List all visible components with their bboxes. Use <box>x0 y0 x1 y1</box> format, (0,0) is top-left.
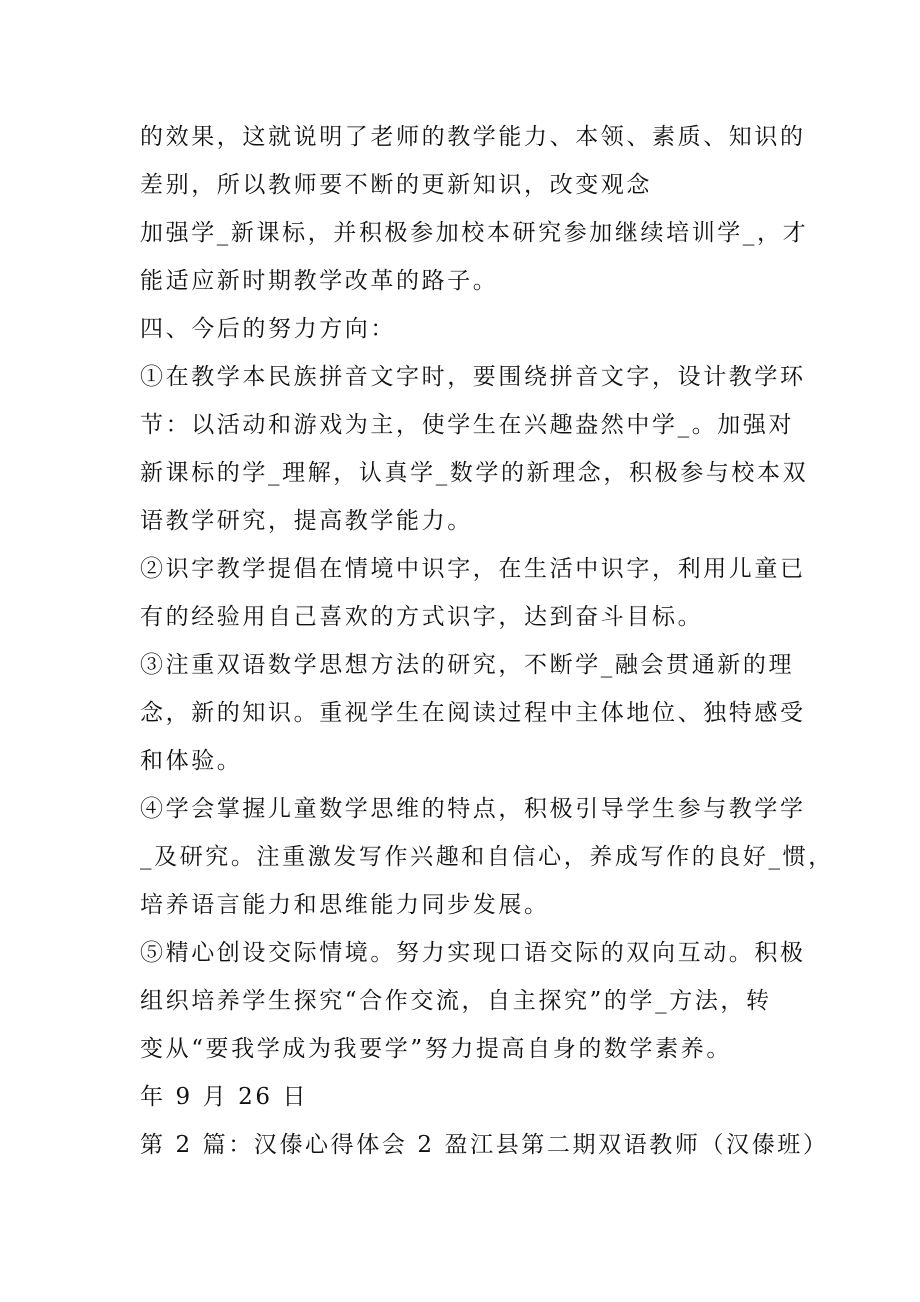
text-line: 培养语言能力和思维能力同步发展。 <box>140 892 550 918</box>
text-line: _及研究。注重激发写作兴趣和自信心，养成写作的良好_惯， <box>140 844 834 870</box>
text-line: 的效果，这就说明了老师的教学能力、本领、素质、知识的 <box>140 124 806 150</box>
text-line: 和体验。 <box>140 748 243 774</box>
text-line: ③注重双语数学思想方法的研究，不断学_融会贯通新的理 <box>140 652 795 678</box>
text-line: ②识字教学提倡在情境中识字，在生活中识字，利用儿童已 <box>140 556 806 582</box>
text-line: ⑤精心创设交际情境。努力实现口语交际的双向互动。积极 <box>140 940 806 966</box>
text-line: 有的经验用自己喜欢的方式识字，达到奋斗目标。 <box>140 604 704 630</box>
text-line: 差别，所以教师要不断的更新知识，改变观念 <box>140 172 652 198</box>
text-line: 组织培养学生探究“合作交流，自主探究”的学_方法，转 <box>140 988 772 1014</box>
text-line: 能适应新时期教学改革的路子。 <box>140 268 499 294</box>
text-line: 加强学_新课标，并积极参加校本研究参加继续培训学_，才 <box>140 220 809 246</box>
date-line: 年 9 月 26 日 <box>140 1084 309 1110</box>
section-heading: 四、今后的努力方向： <box>140 316 396 342</box>
document-body <box>140 113 834 1169</box>
text-line: 变从“要我学成为我要学”努力提高自身的数学素养。 <box>140 1036 732 1062</box>
text-line: 新课标的学_理解，认真学_数学的新理念，积极参与校本双 <box>140 460 809 486</box>
text-line: 节：以活动和游戏为主，使学生在兴趣盎然中学_。加强对 <box>140 412 795 438</box>
article-title-line: 第 2 篇：汉傣心得体会 2 盈江县第二期双语教师（汉傣班） <box>140 1132 829 1158</box>
text-line: 念，新的知识。重视学生在阅读过程中主体地位、独特感受 <box>140 700 806 726</box>
text-line: ④学会掌握儿童数学思维的特点，积极引导学生参与教学学 <box>140 796 806 822</box>
text-line: 语教学研究，提高教学能力。 <box>140 508 473 534</box>
text-line: ①在教学本民族拼音文字时，要围绕拼音文字，设计教学环 <box>140 364 806 390</box>
